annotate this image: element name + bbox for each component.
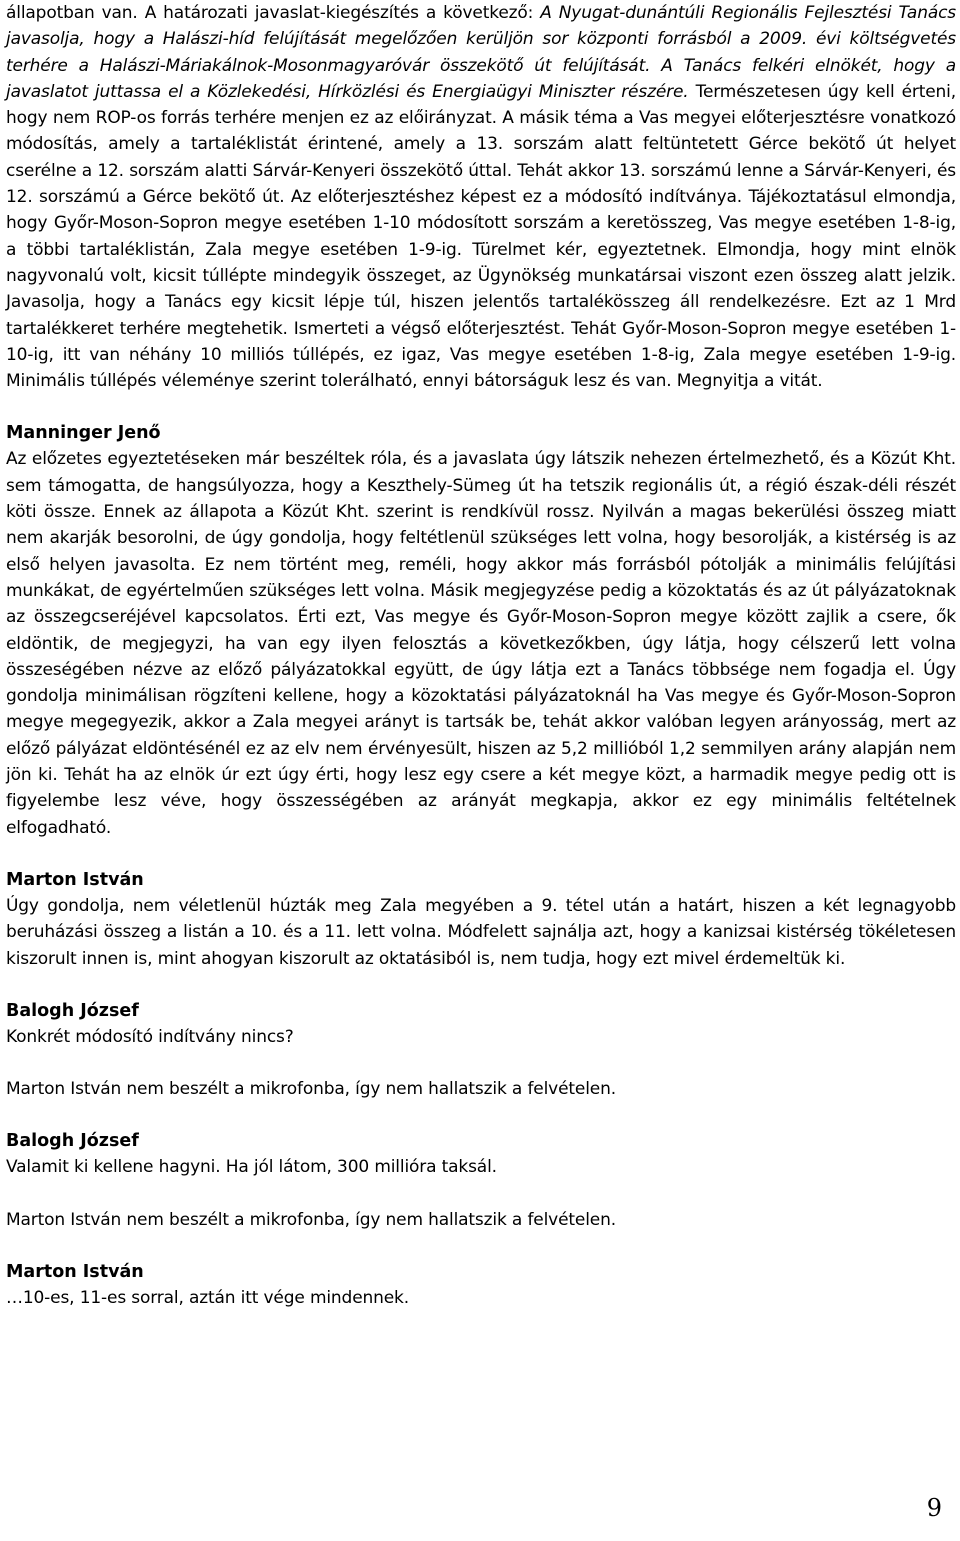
speech-text: Úgy gondolja, nem véletlenül húzták meg Zala megyében a 9. tétel után a határt, hiszen a két legnagyobb beruházási összeg a listán a 10. és a 11. lett volna. Módfelett sajnálja azt, hogy a kanizsai kistérség tökéletesen kiszorult innen is, mint ahogyan kiszorult az oktatásiból is, nem tudja, hogy ezt mivel érdemeltük ki. bbox=[6, 895, 956, 969]
speech-text: Valamit ki kellene hagyni. Ha jól látom, 300 millióra taksál. bbox=[6, 1157, 497, 1178]
intro-italic-resolution: A Nyugat-dunántúli Regionális Fejlesztési Tanács javasolja, hogy a Halászi-híd felújítását megelőzően kerüljön sor központi forrásból a 2009. évi költségvetés terhére a Halászi-Máriakálnok-Mosonmagyaróvár összekötő út felújítását. A Tanács felkéri elnökét, hogy a javaslatot juttassa el a Közlekedési, Hírközlési és Energiaügyi Miniszter részére. bbox=[6, 3, 956, 102]
transcript-note: Marton István nem beszélt a mikrofonba, így nem hallatszik a felvételen. bbox=[6, 1079, 616, 1100]
document-page bbox=[6, 0, 956, 1311]
speaker-name: Balogh József bbox=[6, 1000, 139, 1021]
speech-text: Konkrét módosító indítvány nincs? bbox=[6, 1026, 294, 1047]
page-number: 9 bbox=[926, 1494, 942, 1522]
speaker-name: Marton István bbox=[6, 869, 144, 890]
intro-text-2: Természetesen úgy kell érteni, hogy nem ROP-os forrás terhére menjen ez az előirányzat. A másik téma a Vas megyei előterjesztésre vonatkozó módosítás, amely a tartaléklistát érintené, amely a 13. sorszám alatt feltüntetett Gérce bekötő út helyet cserélne a 12. sorszám alatti Sárvár-Kenyeri összekötő úttal. Tehát akkor 13. sorszámú lenne a Sárvár-Kenyeri, és 12. sorszámú a Gérce bekötő út. Az előterjesztéshez képest ez a módosító indítványa. Tájékoztatásul elmondja, hogy Győr-Moson-Sopron megye esetében 1-10 módosított sorszám a keretösszeg, Vas megye esetében 1-8-ig, a többi tartaléklistán, Zala megye esetében 1-9-ig. Türelmet kér, egyeztetnek. Elmondja, hogy mint elnök nagyvonalú volt, kicsit túllépte mindegyik összeget, az Ügynökség munkatársai viszont ezen összeg alatt jelzik. Javasolja, hogy a Tanács egy kicsit lépje túl, hiszen jelentős tartalékösszeg áll rendelkezésre. Ezt az 1 Mrd tartalékkeret terhére megtehetik. Ismerteti a végső előterjesztést. Tehát Győr-Moson-Sopron megye esetében 1-10-ig, itt van néhány 10 milliós túllépés, ez igaz, Vas megye esetében 1-8-ig, Zala megye esetében 1-9-ig. Minimális túllépés véleménye szerint tolerálható, ennyi bátorságuk lesz és van. Megnyitja a vitát. bbox=[6, 81, 957, 392]
speech-text: Az előzetes egyeztetéseken már beszéltek róla, és a javaslata úgy látszik nehezen értelmezhető, és a Közút Kht. sem támogatta, de hangsúlyozza, hogy a Keszthely-Sümeg út ha tetszik regionális út, a régió észak-déli részét köti össze. Ennek az állapota a Közút Kht. szerint is rendkívül rossz. Nyilván a magas bekerülési összeg miatt nem akarják besorolni, de úgy gondolja, hogy feltétlenül szükséges lett volna, hogy besorolják, a kistérség is az első helyen javasolta. Ez nem történt meg, reméli, hogy akkor más forrásból pótolják a minimális felújítási munkákat, de egyértelműen szükséges lett volna. Másik megjegyzése pedig a közoktatás és az út pályázatoknak az összegcseréjével kapcsolatos. Érti ezt, Vas megye és Győr-Moson-Sopron megye között zajlik a csere, ők eldöntik, de megjegyzi, ha van egy ilyen felosztás a következőkben, úgy látja, hogy célszerű lett volna összeségében nézve az előző pályázatokkal együtt, de úgy látja ezt a Tanács többsége nem fogadja el. Úgy gondolja minimálisan rögzíteni kellene, hogy a közoktatási pályázatoknál ha Vas megye és Győr-Moson-Sopron megye megegyezik, akkor a Zala megyei arányt is tartsák be, tehát akkor valóban legyen arányosság, mert az előző pályázat eldöntésénél ez az elv nem érvényesült, hiszen az 5,2 millióból 1,2 semmilyen arány alapján nem jön ki. Tehát ha az elnök úr ezt úgy érti, hogy lesz egy csere a két megye közt, a harmadik megye pedig ott is figyelembe lesz véve, hogy összességében az arányát megkapja, akkor ez egy minimális feltételnek elfogadható. bbox=[6, 449, 956, 838]
transcript-note: Marton István nem beszélt a mikrofonba, így nem hallatszik a felvételen. bbox=[6, 1209, 616, 1230]
intro-paragraph bbox=[6, 0, 956, 394]
speaker-name: Marton István bbox=[6, 1261, 144, 1282]
intro-text-1: állapotban van. A határozati javaslat-kiegészítés a következő: bbox=[6, 3, 541, 23]
speech-text: …10-es, 11-es sorral, aztán itt vége mindennek. bbox=[6, 1287, 410, 1308]
speaker-name: Manninger Jenő bbox=[6, 423, 161, 444]
speaker-name: Balogh József bbox=[6, 1131, 139, 1152]
